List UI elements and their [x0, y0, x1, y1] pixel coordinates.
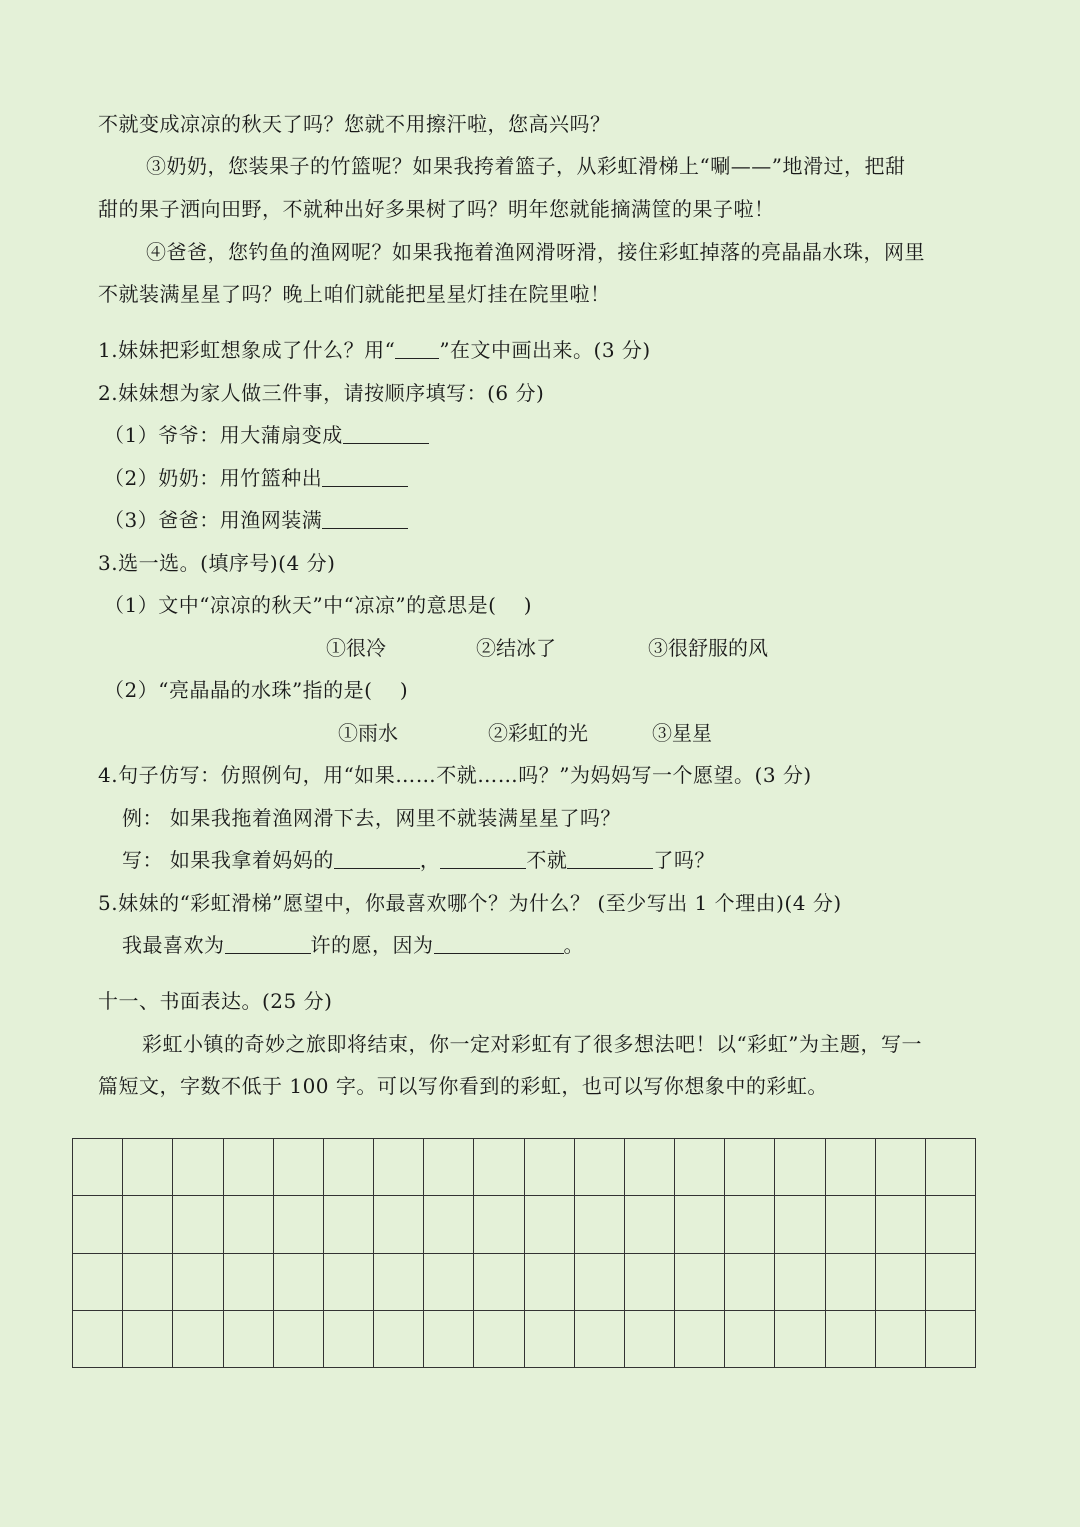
- section-11-prompt: 篇短文，字数不低于 100 字。可以写你看到的彩虹，也可以写你想象中的彩虹。: [98, 1074, 828, 1098]
- grid-cell[interactable]: [324, 1139, 374, 1196]
- grid-cell[interactable]: [775, 1311, 825, 1368]
- grid-cell[interactable]: [324, 1196, 374, 1253]
- grid-cell[interactable]: [324, 1311, 374, 1368]
- grid-cell[interactable]: [826, 1254, 876, 1311]
- grid-cell[interactable]: [876, 1254, 926, 1311]
- grid-cell[interactable]: [324, 1254, 374, 1311]
- question-3-sub2: （2）“亮晶晶的水珠”指的是( ): [104, 678, 409, 702]
- grid-cell[interactable]: [876, 1139, 926, 1196]
- choice-option[interactable]: ③很舒服的风: [648, 636, 768, 660]
- grid-cell[interactable]: [926, 1196, 976, 1253]
- grid-cell[interactable]: [73, 1139, 123, 1196]
- choice-option[interactable]: ①雨水: [338, 721, 398, 745]
- question-3-sub1: （1）文中“凉凉的秋天”中“凉凉”的意思是( ): [104, 593, 533, 617]
- grid-cell[interactable]: [224, 1196, 274, 1253]
- grid-cell[interactable]: [374, 1254, 424, 1311]
- grid-cell[interactable]: [525, 1311, 575, 1368]
- grid-cell[interactable]: [173, 1196, 223, 1253]
- grid-cell[interactable]: [826, 1311, 876, 1368]
- grid-cell[interactable]: [775, 1196, 825, 1253]
- answer-blank[interactable]: [395, 338, 439, 359]
- answer-blank[interactable]: [440, 848, 526, 869]
- grid-cell[interactable]: [725, 1254, 775, 1311]
- passage-line: 不就装满星星了吗？晚上咱们就能把星星灯挂在院里啦！: [98, 282, 611, 306]
- grid-cell[interactable]: [625, 1139, 675, 1196]
- question-5-answer: 我最喜欢为 许的愿，因为 。: [122, 933, 584, 957]
- grid-cell[interactable]: [73, 1254, 123, 1311]
- grid-cell[interactable]: [474, 1254, 524, 1311]
- grid-cell[interactable]: [274, 1254, 324, 1311]
- choice-option[interactable]: ②彩虹的光: [488, 721, 588, 745]
- grid-cell[interactable]: [374, 1311, 424, 1368]
- grid-cell[interactable]: [625, 1254, 675, 1311]
- grid-cell[interactable]: [474, 1196, 524, 1253]
- grid-cell[interactable]: [675, 1254, 725, 1311]
- grid-cell[interactable]: [173, 1254, 223, 1311]
- grid-cell[interactable]: [675, 1139, 725, 1196]
- grid-cell[interactable]: [675, 1311, 725, 1368]
- grid-cell[interactable]: [73, 1311, 123, 1368]
- passage-line: 甜的果子洒向田野，不就种出好多果树了吗？明年您就能摘满筐的果子啦！: [98, 197, 775, 221]
- question-2-item: （1）爷爷：用大蒲扇变成: [104, 421, 429, 449]
- question-4-write: 写： 如果我拿着妈妈的 ， 不就 了吗？: [122, 848, 715, 872]
- answer-blank[interactable]: [322, 466, 408, 487]
- passage-line: ③奶奶，您装果子的竹篮呢？如果我挎着篮子，从彩虹滑梯上“唰——”地滑过，把甜: [146, 154, 906, 178]
- question-2-title: 2.妹妹想为家人做三件事，请按顺序填写：(6 分): [98, 381, 545, 405]
- question-3-title: 3.选一选。(填序号)(4 分): [98, 551, 336, 575]
- grid-cell[interactable]: [575, 1254, 625, 1311]
- grid-cell[interactable]: [123, 1311, 173, 1368]
- grid-cell[interactable]: [525, 1196, 575, 1253]
- writing-grid[interactable]: [72, 1138, 976, 1368]
- grid-cell[interactable]: [525, 1254, 575, 1311]
- answer-blank[interactable]: [434, 933, 564, 954]
- grid-cell[interactable]: [274, 1311, 324, 1368]
- question-4-title: 4.句子仿写：仿照例句，用“如果……不就……吗？”为妈妈写一个愿望。(3 分): [98, 763, 812, 787]
- grid-cell[interactable]: [424, 1196, 474, 1253]
- grid-cell[interactable]: [826, 1139, 876, 1196]
- section-11-prompt: 彩虹小镇的奇妙之旅即将结束，你一定对彩虹有了很多想法吧！以“彩虹”为主题，写一: [142, 1032, 922, 1056]
- grid-cell[interactable]: [474, 1311, 524, 1368]
- grid-cell[interactable]: [926, 1139, 976, 1196]
- grid-cell[interactable]: [224, 1139, 274, 1196]
- grid-cell[interactable]: [575, 1139, 625, 1196]
- grid-cell[interactable]: [775, 1139, 825, 1196]
- grid-cell[interactable]: [73, 1196, 123, 1253]
- question-1: 1.妹妹把彩虹想象成了什么？用“ ”在文中画出来。(3 分): [98, 338, 651, 362]
- grid-cell[interactable]: [625, 1311, 675, 1368]
- answer-blank[interactable]: [225, 933, 311, 954]
- grid-cell[interactable]: [274, 1196, 324, 1253]
- grid-cell[interactable]: [725, 1311, 775, 1368]
- grid-cell[interactable]: [374, 1196, 424, 1253]
- grid-cell[interactable]: [575, 1311, 625, 1368]
- question-2-item: （3）爸爸：用渔网装满: [104, 506, 408, 534]
- answer-blank[interactable]: [567, 848, 653, 869]
- grid-cell[interactable]: [826, 1196, 876, 1253]
- question-5-title: 5.妹妹的“彩虹滑梯”愿望中，你最喜欢哪个？为什么？ (至少写出 1 个理由)(4 分): [98, 891, 842, 915]
- choice-option[interactable]: ③星星: [652, 721, 712, 745]
- grid-cell[interactable]: [876, 1311, 926, 1368]
- grid-cell[interactable]: [474, 1139, 524, 1196]
- choice-option[interactable]: ②结冰了: [476, 636, 556, 660]
- passage-line: ④爸爸，您钓鱼的渔网呢？如果我拖着渔网滑呀滑，接住彩虹掉落的亮晶晶水珠，网里: [146, 240, 925, 264]
- grid-cell[interactable]: [424, 1139, 474, 1196]
- grid-cell[interactable]: [876, 1196, 926, 1253]
- question-2-item: （2）奶奶：用竹篮种出: [104, 464, 408, 492]
- grid-cell[interactable]: [725, 1196, 775, 1253]
- grid-cell[interactable]: [725, 1139, 775, 1196]
- grid-cell[interactable]: [123, 1254, 173, 1311]
- grid-cell[interactable]: [123, 1139, 173, 1196]
- grid-cell[interactable]: [424, 1311, 474, 1368]
- section-11-title: 十一、书面表达。(25 分): [98, 989, 333, 1013]
- grid-cell[interactable]: [525, 1139, 575, 1196]
- grid-cell[interactable]: [775, 1254, 825, 1311]
- question-4-example: 例： 如果我拖着渔网滑下去，网里不就装满星星了吗？: [122, 806, 621, 830]
- grid-cell[interactable]: [173, 1311, 223, 1368]
- grid-cell[interactable]: [224, 1254, 274, 1311]
- grid-cell[interactable]: [274, 1139, 324, 1196]
- answer-blank[interactable]: [343, 423, 429, 444]
- answer-blank[interactable]: [322, 508, 408, 529]
- passage-line: 不就变成凉凉的秋天了吗？您就不用擦汗啦，您高兴吗？: [98, 112, 611, 136]
- answer-blank[interactable]: [334, 848, 420, 869]
- grid-cell[interactable]: [374, 1139, 424, 1196]
- grid-cell[interactable]: [926, 1311, 976, 1368]
- grid-cell[interactable]: [424, 1254, 474, 1311]
- grid-cell[interactable]: [575, 1196, 625, 1253]
- grid-cell[interactable]: [675, 1196, 725, 1253]
- grid-cell[interactable]: [926, 1254, 976, 1311]
- choice-option[interactable]: ①很冷: [326, 636, 386, 660]
- grid-cell[interactable]: [224, 1311, 274, 1368]
- grid-cell[interactable]: [173, 1139, 223, 1196]
- grid-cell[interactable]: [625, 1196, 675, 1253]
- grid-cell[interactable]: [123, 1196, 173, 1253]
